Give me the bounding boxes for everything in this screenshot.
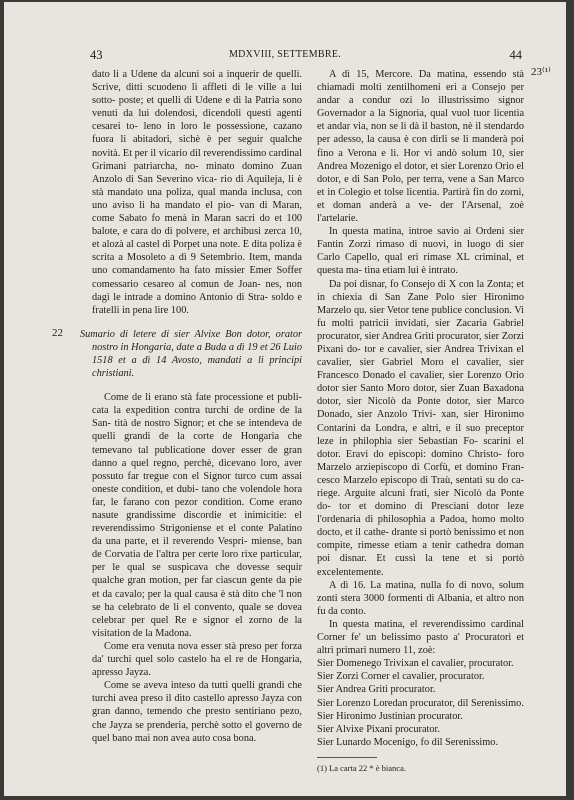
margin-carta-number: 23⁽¹⁾ <box>531 66 551 78</box>
text-line: tor e cavalier, sier Andrea Trivixan el cavalier, sier <box>317 343 524 369</box>
text-line: drante si portò benissimo et non compite, rimesse <box>317 527 524 552</box>
left-page-number: 43 <box>90 48 103 62</box>
entry-day-15 <box>317 68 524 225</box>
text-line: In questa matina, el reverendissimo cardinal <box>329 618 524 630</box>
text-line: et inimicitie: el reverendissimo Strigoniense et el <box>92 510 302 535</box>
text-line: cavalier, sier Lorenzo Orio dotor sier Santo Moro <box>317 370 525 395</box>
text-line: se dovea celebrar per quel Re e signor el zorno de <box>92 601 302 626</box>
footnote: (1) La carta 22 * è bianca. <box>317 762 406 773</box>
text-line: li. Hor vi andò solum 10, sier Andrea Mozenigo el <box>317 147 524 172</box>
text-line: a condur ozi lo illustrissimo signor Governador a la <box>317 95 524 120</box>
text-line: mandati a li principi christiani. <box>92 354 302 380</box>
paragraph <box>317 278 524 579</box>
text-line: dotor, sier Zuan Baxadona dotor, sier Nicolò da <box>317 383 524 408</box>
letter-summary-heading <box>80 328 303 380</box>
text-line: Signoria, qual vuol tuor licentia et andar via, non <box>317 108 525 133</box>
running-title: MDXVIII, SETTEMBRE. <box>228 49 342 60</box>
text-line: perchè, dicevano loro, aver possuto far tregue con <box>92 457 302 482</box>
paragraph <box>317 618 524 657</box>
text-line: conte Palatino da una parte, et il reverendo Vespri- <box>92 523 302 548</box>
text-line: licentia. Partirà fin do zorni, et doman anderà a ve- <box>317 186 524 211</box>
text-line: poste; et quelli di Udene e di la Patria sono venuti <box>92 95 303 120</box>
paragraph <box>92 391 302 640</box>
text-line: sier Andrea Griti procurator, sier Zorzi Pixani do- <box>317 330 524 355</box>
paragraph <box>317 225 524 277</box>
text-line: qu. sier Vetor tene publice conclusion. Vi fu molti <box>317 304 524 329</box>
margin-carta-number-left: 22 <box>52 326 63 339</box>
text-line: apresso Jayza. <box>92 667 151 679</box>
text-line: rixe particular, per le qual se suspicava che dovesse <box>92 549 302 574</box>
text-line: minato domino Zuan Anzolo di San Severino vica- <box>92 160 303 185</box>
text-line: Come era venuta nova esser stà preso per forza <box>104 640 302 652</box>
text-line: da' turchi quel solo castelo ha el re de Hongaria, <box>92 654 302 666</box>
text-line: zerca 10, et alozà al castel di Porpet una note. E <box>92 226 302 251</box>
text-line: che 'l non se ha celebrato de li el convento, quale <box>92 588 302 613</box>
text-line: tina etiam lui è intrato. <box>364 265 458 277</box>
book-page <box>4 2 566 796</box>
text-line: Corner fe' un belissimo pasto a' Procuratori et altri <box>317 632 524 657</box>
text-line: turchi avea preso il dito castello apresso Jayza con <box>92 693 302 705</box>
left-column <box>80 68 303 745</box>
text-line: sichè è per seguir qualche novità. Et per il vicario <box>92 134 302 159</box>
text-line: van di Maran, come Sabato fo menà in Maran sacri <box>92 199 302 225</box>
text-line: do et 100 balote, e cara do di polvere, et archibusi <box>92 213 303 238</box>
text-line: suo preceptor leze in philophia sier Sebastian Fo- <box>317 422 524 447</box>
list-item: Sier Zorzi Corner el cavalier, procurator. <box>317 671 485 683</box>
text-line: Sumario di letere di sier Alvixe Bon dotor, <box>80 328 271 340</box>
text-line: per terra, vene a San Marco et in Colegio et tolse <box>317 173 525 198</box>
text-line: cesco Marzelo episcopo di Traù, sentati su do ca- <box>317 474 524 486</box>
text-line: dil reverendissimo cardinal Grimani patriarcha, no- <box>92 147 302 172</box>
text-line: sequir qualche gran motion, per far ciascun gente <box>92 562 303 587</box>
text-line: Item, manda uno comandamento ha fato missier <box>92 252 302 277</box>
text-line: rio di Aquileja, li è stà mandato una poliza, qual <box>92 173 303 198</box>
text-line: philosophia a Padoa, homo molto docto, et il cathe- <box>317 514 524 539</box>
text-line: leno in loro le possessione, cazano fuora li abitadori, <box>92 121 302 146</box>
text-line: causa è con dirli se li manderà poi fino a Verona e <box>317 134 524 159</box>
text-line: Capello, qual eri rimase XL criminal, et questa ma- <box>317 252 524 277</box>
text-line: A dì 15, Mercore. Da matina, essendo stà <box>329 69 524 80</box>
text-line: riege. Arguite alcuni frati, sier Nicolò da Ponte do- <box>317 488 524 513</box>
text-line: condition. Come erano nasute grandissime discordie <box>92 496 302 521</box>
text-line: cata la expedition contra turchi de ordine de la San- <box>92 405 302 430</box>
text-line: se li dà il baston, nè il stendardo per adesso, la <box>317 121 524 146</box>
text-line: Fantin Zorzi rimaso di nuovi, in luogo di sier Carlo <box>317 239 524 264</box>
paragraph <box>92 679 302 744</box>
entry-day-16 <box>317 579 524 618</box>
text-line: tor et domino di Presciani dotor leze l'ordenaria di <box>317 501 525 526</box>
paragraph <box>92 640 302 679</box>
text-line: da lui dolendosi, dicendoli questi agenti cesarei to- <box>92 108 302 133</box>
text-line: la visitation de la Madona. <box>92 614 302 639</box>
procurators-list <box>317 657 524 749</box>
text-line: la tene et si portò excelentemente. <box>317 553 524 578</box>
text-line: scarini el dotor. Eravi do episcopi: domino Christo- <box>317 435 524 460</box>
list-item: Sier Andrea Griti procurator. <box>317 684 436 696</box>
text-line: patricii invidati, sier Zacaria Gabriel procurator, <box>317 317 524 342</box>
paragraph <box>92 68 302 317</box>
text-line: chiamadi molti zentilhomeni eri a Consejo per andar <box>317 82 524 107</box>
text-line: xan, sier Hironimo Contarini da Londra, e altri, e il <box>317 409 524 434</box>
text-line: foro Marzelo arziepiscopo di Corfù, et domino Fran- <box>317 448 524 473</box>
right-page-number: 44 <box>509 48 522 62</box>
list-item: Sier Lorenzo Loredan procurator, dil Serenissimo. <box>317 697 524 709</box>
text-line: Da poi disnar, fo Consejo di X con la Zonta; et <box>329 278 524 290</box>
text-line: der l'Arsenal, zoè l'artelarie. <box>317 199 524 225</box>
text-line: manda inclusa, con uno aviso li ha mandato el pio- <box>92 186 303 211</box>
text-line: quel bano mai non avea auto cosa bona. <box>92 732 257 744</box>
text-line: Come de li erano stà fate processione et publi- <box>104 392 302 404</box>
text-line: In questa matina, introe savio ai Ordeni sier <box>329 226 524 238</box>
text-line: tità de nostro Signor; et che se intendeva de quelli <box>92 418 302 443</box>
text-line: A dì 16. La matina, nulla fo di novo, solum <box>329 579 524 591</box>
text-line: nes, non dagi le intrade a domino Antonio di Stra- <box>92 278 302 303</box>
text-line: dato li a Udene da alcuni soi a inquerir de quelli. <box>92 69 302 80</box>
text-line: da pie et da cavalo; per la qual causa è stà dito <box>92 575 303 600</box>
text-line: in chiexia di San Zane Polo sier Hironimo Marzelo <box>317 291 524 316</box>
list-item: Sier Hironimo Justinian procurator. <box>317 710 463 722</box>
text-line: tano che volendole hora far, le farano con pezor <box>92 483 303 508</box>
text-line: Ponte dotor, sier Marco Donado, sier Anzolo Trivi- <box>317 396 524 421</box>
list-item: Sier Lunardo Mocenigo, fo dil Serenissimo. <box>317 736 499 748</box>
right-column <box>317 68 524 775</box>
text-line: orator nostro in Hongaria, date a Buda a <box>92 328 302 353</box>
text-line: zonti stera 3000 formenti di Albania, et altro non <box>317 592 524 604</box>
text-line: fu da conto. <box>317 605 366 617</box>
text-line: publicatione dover esser de gran danno a quel regno, <box>92 444 302 469</box>
text-line: dì 19 et 26 Luio 1518 et a dì 14 Avosto, <box>92 341 303 366</box>
list-item: Sier Domenego Trivixan el cavalier, procurator. <box>317 658 514 670</box>
footnote-rule <box>317 757 377 758</box>
text-line: etiam a tenir cathedra doman poi disnar. Et cussì <box>317 540 524 565</box>
text-line: grandi de la corte de Hongaria che temevano tal <box>92 431 302 456</box>
text-line: dotor, et sier Lorenzo Orio el dotor, e di San Polo, <box>317 160 524 185</box>
text-line: miense, ban de Corvatia de l'altra per certe loro <box>92 536 303 561</box>
text-line: el Signor turco cum assai oneste condition, et dubi- <box>92 470 303 495</box>
text-line: dita poliza è scrita a Mosoleto a dì 9 Setembrio. <box>92 239 302 264</box>
text-line: Scrive, ditti scuodeno li affleti di le ville a lui sotto- <box>92 82 302 107</box>
list-item: Sier Alvixe Pixani procurator. <box>317 723 440 735</box>
text-line: gran danno, temendo che presto sentiriano pezo, <box>92 706 302 718</box>
text-line: primari numero 11, zoè: <box>336 645 436 657</box>
text-line: Gabriel Moro el cavalier, sier Francesco Donado el <box>317 357 524 382</box>
text-line: che Jayza se prenderia, perchè sotto el governo de <box>92 719 302 731</box>
text-line: soldo e fratelli in pena lire 100. <box>92 291 302 316</box>
text-line: Come se aveva inteso da tutti quelli grandi che <box>104 680 302 692</box>
text-line: Emer Soffer comessario cesareo al comun de Joan- <box>92 265 303 290</box>
